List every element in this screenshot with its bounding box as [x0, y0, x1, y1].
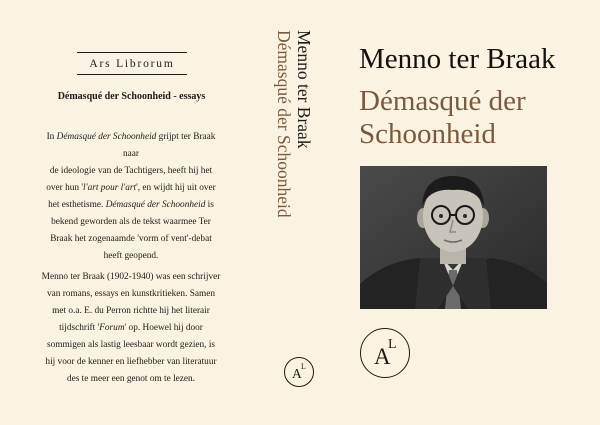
book-spine	[263, 0, 331, 425]
spine-author: Menno ter Braak	[294, 30, 314, 149]
publisher-logo-icon: A L	[284, 357, 314, 387]
front-author: Menno ter Braak	[359, 43, 556, 75]
description-line: bekend geworden als de tekst waarmee Ter	[51, 217, 211, 227]
spine-text	[274, 30, 314, 218]
front-cover	[331, 0, 600, 425]
spine-title: Démasqué der Schoonheid	[274, 30, 294, 218]
description-line: de ideologie van de Tachtigers, heeft hij het	[49, 166, 213, 176]
bio-line: des te meer een genot om te lezen.	[66, 374, 196, 384]
description-paragraph	[38, 129, 224, 265]
back-title: Démasqué der Schoonheid - essays	[57, 91, 206, 102]
bio-line: Menno ter Braak (1902-1940) was een schrijver	[41, 272, 221, 282]
publisher-logo-icon: A L	[360, 328, 410, 378]
bio-line: van romans, essays en kunstkritieken. Samen	[46, 289, 216, 299]
description-line: heeft geopend.	[103, 251, 159, 261]
publisher-label: Ars Librorum	[77, 52, 187, 75]
description-line: over hun 'l'art pour l'art', en wijdt hij uit over	[46, 183, 216, 193]
author-portrait	[360, 166, 547, 309]
back-cover	[0, 0, 263, 425]
author-bio-paragraph	[38, 269, 224, 388]
description-line: Braak het zogenaamde 'vorm of vent'-debat	[50, 234, 212, 244]
bio-line: met o.a. E. du Perron richtte hij het literair	[52, 306, 210, 316]
description-line: In Démasqué der Schoonheid grijpt ter Braak naar	[46, 132, 216, 159]
description-line: het esthetisme. Démasqué der Schoonheid is	[48, 200, 214, 210]
front-title: Démasqué der Schoonheid	[359, 85, 526, 150]
bio-line: tijdschrift 'Forum' op. Hoewel hij door	[59, 323, 203, 333]
bio-line: hij voor de kenner en liefhebber van literatuur	[45, 357, 217, 367]
bio-line: sommigen als lastig leesbaar wordt gezien, is	[46, 340, 216, 350]
